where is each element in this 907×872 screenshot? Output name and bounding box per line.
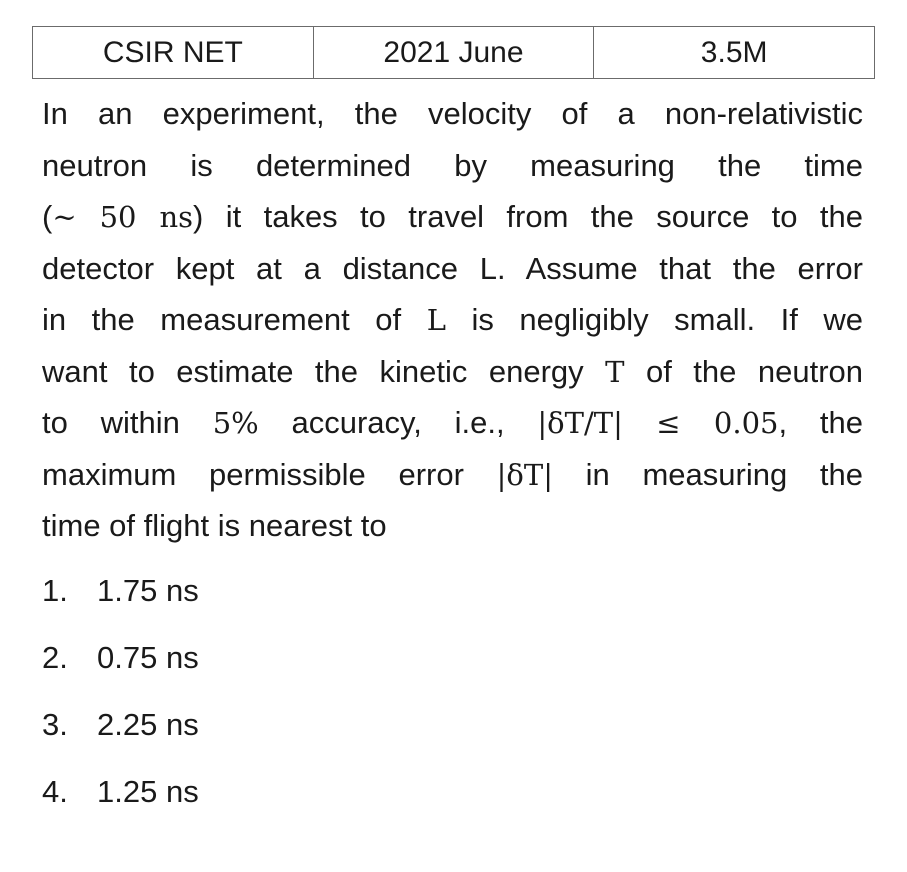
question-line-6 [42,346,863,398]
option-2[interactable] [42,633,199,700]
math-expression: ~ 50 ns [52,200,194,234]
math-expression: T [605,354,625,389]
text-segment: to within [42,405,213,440]
question-line-5 [42,294,863,346]
exam-name-cell: CSIR NET [33,27,314,79]
text-segment: of the neutron [624,353,863,389]
header-row [33,27,875,79]
question-line-4: detector kept at a distance L. Assume that the error [42,250,863,286]
text-segment: , the [778,405,863,440]
math-expression: L [426,303,446,337]
marks-cell: 3.5M [594,27,875,79]
option-text: 1.25 ns [97,774,199,809]
question-line-1: In an experiment, the velocity of a non-relativistic [42,96,863,131]
question-text [42,88,863,552]
text-segment: in the measurement of [42,302,427,337]
text-segment: ( [42,199,53,234]
question-line-9: time of flight is nearest to [42,508,387,543]
header-table [32,26,875,79]
math-expression: |δT| [496,457,553,492]
option-number: 1. [42,573,68,608]
question-line-2: neutron is determined by measuring the time [42,147,863,183]
question-line-3 [42,191,863,243]
answer-options [42,566,199,834]
option-number: 2. [42,640,68,675]
option-text: 1.75 ns [97,573,199,608]
option-4[interactable] [42,767,199,834]
text-segment: accuracy, i.e., [258,405,538,440]
question-line-7 [42,397,863,449]
math-expression: 5% [212,406,259,440]
option-text: 0.75 ns [97,640,199,675]
text-segment: in measuring the [552,456,863,492]
text-segment: maximum permissible error [42,456,497,492]
option-number: 3. [42,707,68,742]
text-segment: ) it takes to travel from the source to the [193,199,863,234]
text-segment: is negligibly small. If we [445,302,863,337]
option-text: 2.25 ns [97,707,199,742]
math-expression: |δT/T| ≤ 0.05 [537,406,779,440]
option-3[interactable] [42,700,199,767]
text-segment: want to estimate the kinetic energy [42,353,606,389]
option-1[interactable] [42,566,199,633]
option-number: 4. [42,774,68,809]
question-line-8 [42,449,863,501]
exam-session-cell: 2021 June [313,27,594,79]
